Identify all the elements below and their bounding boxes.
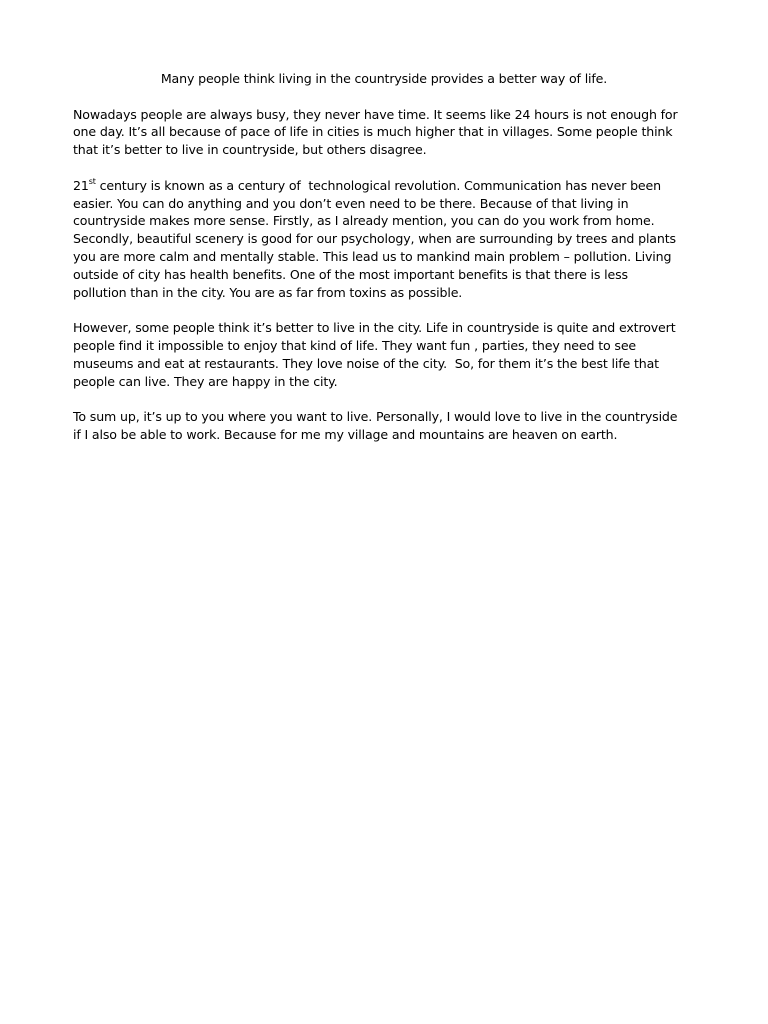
text-line: people find it impossible to enjoy that kind of life. They want fun , parties, they need to see <box>73 337 637 353</box>
text-line: Secondly, beautiful scenery is good for our psychology, when are surrounding by trees and plants <box>73 231 676 247</box>
essay-title: Many people think living in the countryside provides a better way of life. <box>160 71 608 86</box>
text-line: people can live. They are happy in the city. <box>73 373 338 389</box>
text-line: outside of city has health benefits. One of the most important benefits is that there is less <box>73 266 628 282</box>
text-line-rest: century is known as a century of technological revolution. Communication has never been <box>95 177 661 193</box>
paragraph-countryside <box>73 177 695 302</box>
paragraph-city <box>73 319 695 390</box>
paragraph-intro <box>73 106 695 159</box>
text-line: Nowadays people are always busy, they never have time. It seems like 24 hours is not enough for <box>73 106 678 122</box>
text-line: However, some people think it’s better to live in the city. Life in countryside is quite and extrovert <box>73 320 676 336</box>
text-line: that it’s better to live in countryside, but others disagree. <box>73 142 427 158</box>
text-line: pollution than in the city. You are as far from toxins as possible. <box>73 284 463 300</box>
text-line: To sum up, it’s up to you where you want to live. Personally, I would love to live in the countryside <box>73 409 678 425</box>
paragraph-conclusion <box>73 408 695 444</box>
text-line <box>73 177 695 195</box>
ordinal-suffix: st <box>88 176 96 186</box>
text-line: easier. You can do anything and you don’t even need to be there. Because of that living in <box>73 195 629 211</box>
text-line: if I also be able to work. Because for me my village and mountains are heaven on earth. <box>73 426 618 442</box>
ordinal-number: 21 <box>73 177 89 193</box>
text-line: countryside makes more sense. Firstly, as I already mention, you can do you work from home. <box>73 213 655 229</box>
text-line: you are more calm and mentally stable. This lead us to mankind main problem – pollution. Living <box>73 248 672 264</box>
text-line: museums and eat at restaurants. They love noise of the city. So, for them it’s the best life that <box>73 355 659 371</box>
text-line: one day. It’s all because of pace of life in cities is much higher that in villages. Some people think <box>73 124 673 140</box>
essay-body <box>73 70 695 462</box>
